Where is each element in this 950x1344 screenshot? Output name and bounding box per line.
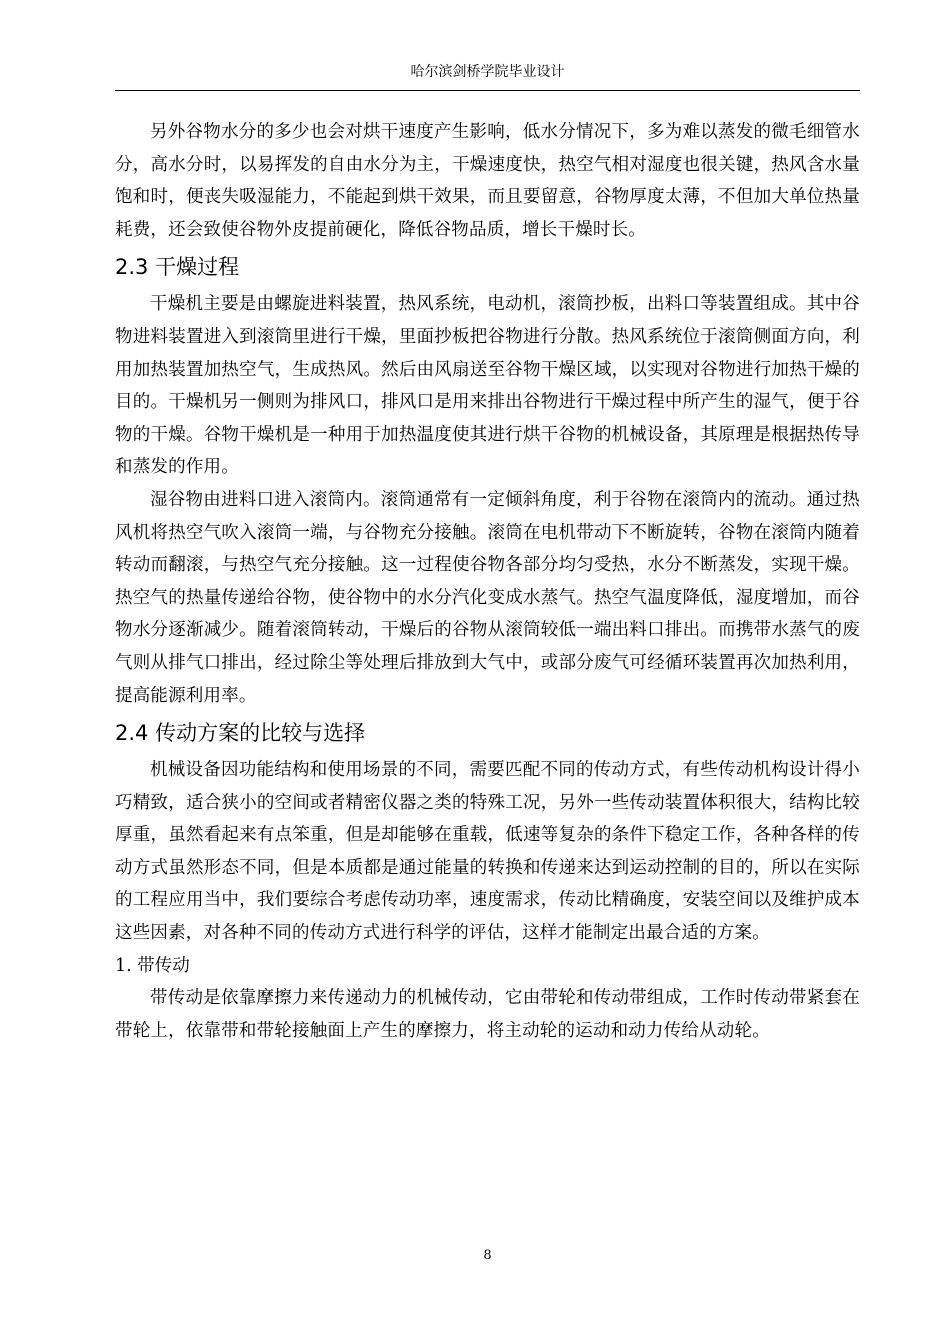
paragraph: 干燥机主要是由螺旋进料装置，热风系统，电动机，滚筒抄板，出料口等装置组成。其中谷物进料装置进入到滚筒里进行干燥，里面抄板把谷物进行分散。热风系统位于滚筒侧面方向，利用加热装置加热空气，生成热风。然后由风扇送至谷物干燥区域，以实现对谷物进行加热干燥的目的。干燥机另一侧则为排风口，排风口是用来排出谷物进行干燥过程中所产生的湿气，便于谷物的干燥。谷物干燥机是一种用于加热温度使其进行烘干谷物的机械设备，其原理是根据热传导和蒸发的作用。 xyxy=(115,294,860,478)
section-heading-2-3: 2.3 干燥过程 xyxy=(115,255,240,280)
header-title: 哈尔滨剑桥学院毕业设计 xyxy=(410,64,565,80)
section-heading-2-4: 2.4 传动方案的比较与选择 xyxy=(115,721,366,746)
paragraph: 另外谷物水分的多少也会对烘干速度产生影响，低水分情况下，多为难以蒸发的微毛细管水分，高水分时，以易挥发的自由水分为主，干燥速度快，热空气相对湿度也很关键，热风含水量饱和时，便丧失吸湿能力，不能起到烘干效果，而且要留意，谷物厚度太薄，不但加大单位热量耗费，还会致使谷物外皮提前硬化，降低谷物品质，增长干燥时长。 xyxy=(115,122,860,240)
paragraph: 带传动是依靠摩擦力来传递动力的机械传动，它由带轮和传动带组成，工作时传动带紧套在带轮上，依靠带和带轮接触面上产生的摩擦力，将主动轮的运动和动力传给从动轮。 xyxy=(115,988,860,1041)
paragraph: 机械设备因功能结构和使用场景的不同，需要匹配不同的传动方式，有些传动机构设计得小巧精致，适合狭小的空间或者精密仪器之类的特殊工况，另外一些传动装置体积很大，结构比较厚重，虽然看起来有点笨重，但是却能够在重载，低速等复杂的条件下稳定工作，各种各样的传动方式虽然形态不同，但是本质都是通过能量的转换和传递来达到运动控制的目的，所以在实际的工程应用当中，我们要综合考虑传动功率，速度需求，传动比精确度，安装空间以及维护成本这些因素，对各种不同的传动方式进行科学的评估，这样才能制定出最合适的方案。 xyxy=(115,760,860,944)
paragraph: 湿谷物由进料口进入滚筒内。滚筒通常有一定倾斜角度，利于谷物在滚筒内的流动。通过热风机将热空气吹入滚筒一端，与谷物充分接触。滚筒在电机带动下不断旋转，谷物在滚筒内随着转动而翻滚，与热空气充分接触。这一过程使谷物各部分均匀受热，水分不断蒸发，实现干燥。热空气的热量传递给谷物，使谷物中的水分汽化变成水蒸气。热空气温度降低，湿度增加，而谷物水分逐渐减少。随着滚筒转动，干燥后的谷物从滚筒较低一端出料口排出。而携带水蒸气的废气则从排气口排出，经过除尘等处理后排放到大气中，或部分废气可经循环装置再次加热利用，提高能源利用率。 xyxy=(115,489,860,706)
subheading-belt-drive: 1. 带传动 xyxy=(115,955,190,976)
page-number: 8 xyxy=(483,1248,492,1263)
page-header xyxy=(115,62,860,91)
document-body xyxy=(115,116,860,1047)
